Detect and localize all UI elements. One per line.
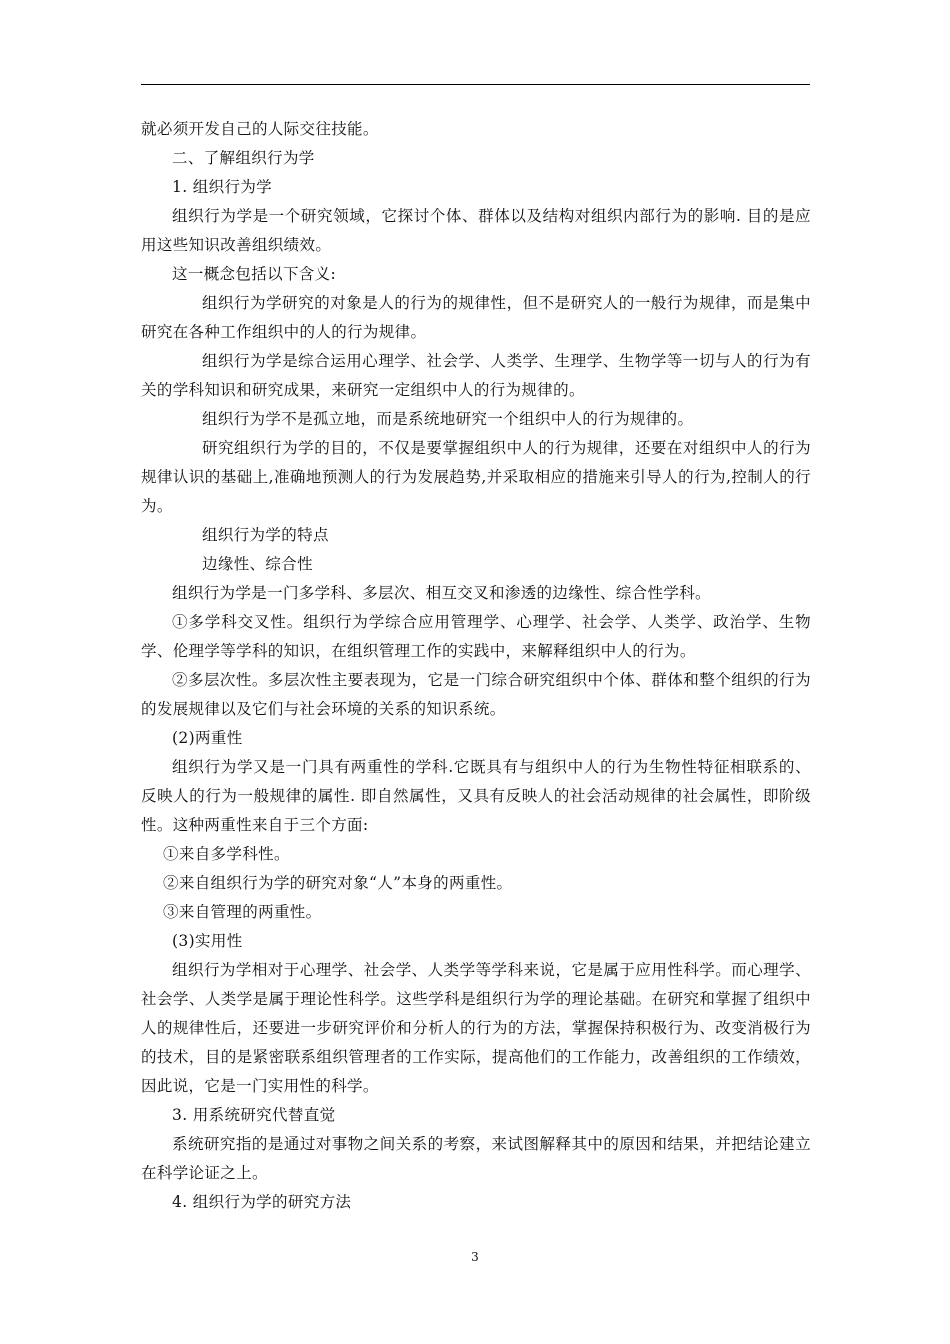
paragraph: 4. 组织行为学的研究方法 [172, 1193, 352, 1211]
header-rule [141, 84, 810, 85]
paragraph: 组织行为学是一个研究领域，它探讨个体、群体以及结构对组织内部行为的影响. 目的是应用这些知识改善组织绩效。 [141, 207, 811, 254]
paragraph: 边缘性、综合性 [202, 555, 313, 573]
paragraph: 研究组织行为学的目的，不仅是要掌握组织中人的行为规律，还要在对组织中人的行为规律认识的基础上,准确地预测人的行为发展趋势,并采取相应的措施来引导人的行为,控制人的行为。 [141, 439, 811, 515]
document-body [141, 115, 811, 1217]
page-number: 3 [471, 1250, 479, 1264]
paragraph: 就必须开发自己的人际交往技能。 [141, 120, 379, 138]
paragraph: 1. 组织行为学 [172, 178, 273, 196]
paragraph: 组织行为学不是孤立地，而是系统地研究一个组织中人的行为规律的。 [202, 410, 694, 428]
paragraph: ②多层次性。多层次性主要表现为，它是一门综合研究组织中个体、群体和整个组织的行为的发展规律以及它们与社会环境的关系的知识系统。 [141, 671, 811, 718]
paragraph: 3. 用系统研究代替直觉 [172, 1106, 336, 1124]
paragraph: 组织行为学的特点 [202, 526, 329, 544]
paragraph: 组织行为学相对于心理学、社会学、人类学等学科来说，它是属于应用性科学。而心理学、社会学、人类学是属于理论性科学。这些学科是组织行为学的理论基础。在研究和掌握了组织中人的规律性后，还要进一步研究评价和分析人的行为的方法，掌握保持积极行为、改变消极行为的技术，目的是紧密联系组织管理者的工作实际，提高他们的工作能力，改善组织的工作绩效，因此说，它是一门实用性的科学。 [141, 961, 811, 1095]
paragraph: 这一概念包括以下含义: [172, 265, 337, 283]
paragraph: 二、了解组织行为学 [172, 149, 315, 167]
paragraph: (2)两重性 [172, 729, 243, 747]
paragraph: 组织行为学是一门多学科、多层次、相互交叉和渗透的边缘性、综合性学科。 [172, 584, 711, 602]
paragraph: ②来自组织行为学的研究对象“人”本身的两重性。 [163, 874, 513, 892]
paragraph: 组织行为学又是一门具有两重性的学科.它既具有与组织中人的行为生物性特征相联系的、反映人的行为一般规律的属性. 即自然属性，又具有反映人的社会活动规律的社会属性，即阶级性。这种两重性来自于三个方面: [141, 758, 811, 834]
paragraph: ③来自管理的两重性。 [163, 903, 322, 921]
paragraph: 系统研究指的是通过对事物之间关系的考察，来试图解释其中的原因和结果，并把结论建立在科学论证之上。 [141, 1135, 811, 1182]
paragraph: ①多学科交叉性。组织行为学综合应用管理学、心理学、社会学、人类学、政治学、生物学、伦理学等学科的知识，在组织管理工作的实践中，来解释组织中人的行为。 [141, 613, 811, 660]
paragraph: (3)实用性 [172, 932, 243, 950]
paragraph: 组织行为学研究的对象是人的行为的规律性，但不是研究人的一般行为规律，而是集中研究在各种工作组织中的人的行为规律。 [141, 294, 811, 341]
paragraph: 组织行为学是综合运用心理学、社会学、人类学、生理学、生物学等一切与人的行为有关的学科知识和研究成果，来研究一定组织中人的行为规律的。 [141, 352, 811, 399]
paragraph: ①来自多学科性。 [163, 845, 290, 863]
